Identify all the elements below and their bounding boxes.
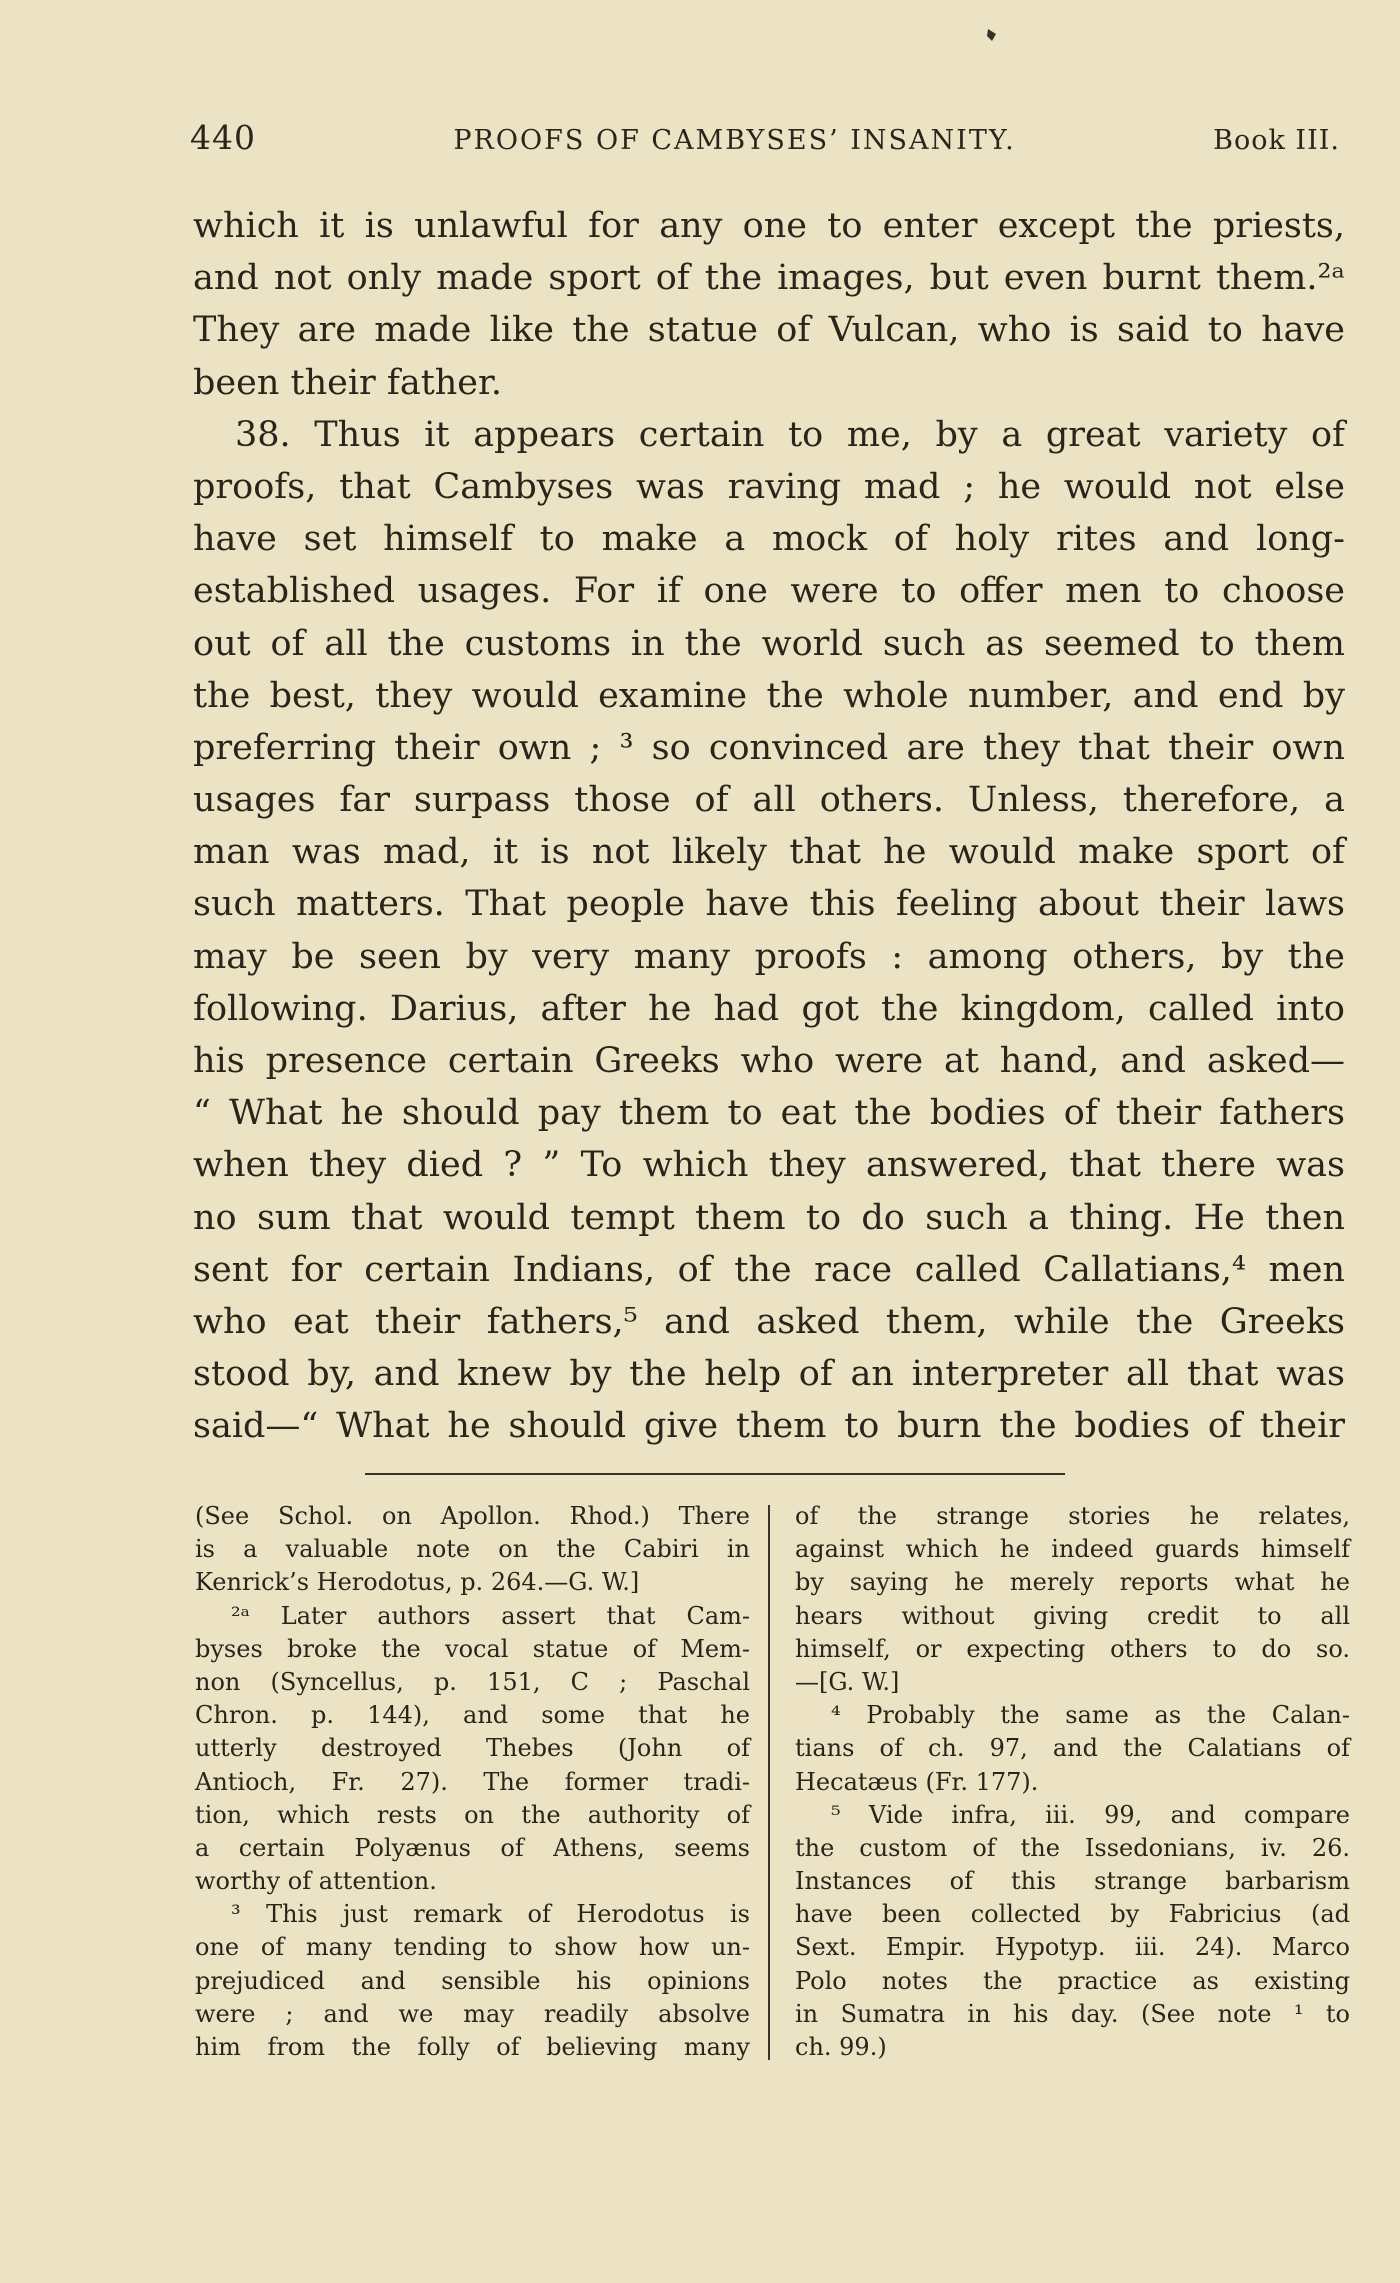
text-line: following. Darius, after he had got the kingdom, called into: [193, 988, 1345, 1029]
footnote-line: Sext. Empir. Hypotyp. iii. 24). Marco: [795, 1933, 1350, 1962]
footnote-line: Kenrick’s Herodotus, p. 264.—G. W.]: [195, 1568, 640, 1597]
footnote-line: of the strange stories he relates,: [795, 1502, 1350, 1530]
footnote-line: have been collected by Fabricius (ad: [795, 1900, 1350, 1929]
text-line: out of all the customs in the world such as seemed to them: [193, 623, 1345, 664]
text-line: stood by, and knew by the help of an interpreter all that was: [193, 1354, 1345, 1395]
text-line: such matters. That people have this feeling about their laws: [193, 884, 1345, 925]
text-line: said—“ What he should give them to burn the bodies of their: [193, 1406, 1345, 1447]
running-head: [190, 118, 1340, 157]
footnote-line: by saying he merely reports what he: [795, 1568, 1350, 1597]
text-line: sent for certain Indians, of the race called Callatians,⁴ men: [193, 1249, 1345, 1290]
text-line: They are made like the statue of Vulcan, who is said to have: [193, 310, 1345, 351]
footnote-line: tians of ch. 97, and the Calatians of: [795, 1734, 1350, 1763]
footnotes-right-column: [795, 1500, 1350, 2064]
footnote-line: Polo notes the practice as existing: [795, 1966, 1350, 1995]
footnote-line: himself, or expecting others to do so.: [795, 1634, 1350, 1663]
text-line: and not only made sport of the images, but even burnt them.²ᵃ: [193, 258, 1345, 299]
text-line: established usages. For if one were to offer men to choose: [193, 571, 1345, 612]
text-line: have set himself to make a mock of holy rites and long-: [193, 519, 1345, 560]
footnote-line: utterly destroyed Thebes (John of: [195, 1734, 750, 1763]
ink-speck-mark: [986, 28, 998, 42]
footnote-line: the custom of the Issedonians, iv. 26.: [795, 1833, 1350, 1862]
footnote-line: ⁵ Vide infra, iii. 99, and compare: [831, 1800, 1350, 1829]
footnote-line: is a valuable note on the Cabiri in: [195, 1535, 750, 1564]
footnote-line: byses broke the vocal statue of Mem-: [195, 1634, 750, 1663]
footnote-line: a certain Polyænus of Athens, seems: [195, 1833, 750, 1862]
footnote-line: hears without giving credit to all: [795, 1601, 1350, 1630]
text-line: who eat their fathers,⁵ and asked them, while the Greeks: [193, 1301, 1345, 1342]
footnote-line: one of many tending to show how un-: [195, 1933, 750, 1962]
footnote-line: in Sumatra in his day. (See note ¹ to: [795, 1999, 1350, 2028]
footnotes-left-column: [195, 1500, 750, 2064]
footnote-line: tion, which rests on the authority of: [195, 1800, 750, 1829]
footnote-line: ch. 99.): [795, 2033, 887, 2061]
text-line: may be seen by very many proofs : among others, by the: [193, 936, 1345, 977]
footnote-line: (See Schol. on Apollon. Rhod.) There: [195, 1502, 750, 1530]
footnote-line: against which he indeed guards himself: [795, 1535, 1350, 1564]
book-label: Book III.: [1213, 125, 1340, 156]
text-line: man was mad, it is not likely that he would make sport of: [193, 832, 1345, 873]
text-line: proofs, that Cambyses was raving mad ; he would not else: [193, 466, 1345, 507]
text-line: 38. Thus it appears certain to me, by a great variety of: [235, 414, 1345, 455]
footnote-line: Instances of this strange barbarism: [795, 1867, 1350, 1896]
footnote-line: ²ᵃ Later authors assert that Cam-: [231, 1601, 750, 1630]
text-line: “ What he should pay them to eat the bodies of their fathers: [193, 1093, 1345, 1134]
text-line: preferring their own ; ³ so convinced are they that their own: [193, 727, 1345, 768]
footnote-column-divider: [768, 1505, 770, 2060]
text-line: the best, they would examine the whole number, and end by: [193, 675, 1345, 716]
footnote-line: prejudiced and sensible his opinions: [195, 1966, 750, 1995]
footnote-rule: [365, 1473, 1065, 1475]
footnote-line: him from the folly of believing many: [195, 2033, 750, 2061]
text-line: no sum that would tempt them to do such a thing. He then: [193, 1197, 1345, 1238]
text-line: usages far surpass those of all others. Unless, therefore, a: [193, 780, 1345, 821]
text-line: his presence certain Greeks who were at hand, and asked—: [193, 1041, 1345, 1081]
footnote-line: ³ This just remark of Herodotus is: [231, 1900, 750, 1929]
footnote-line: Antioch, Fr. 27). The former tradi-: [195, 1767, 750, 1796]
footnote-line: Chron. p. 144), and some that he: [195, 1701, 750, 1730]
main-text: [193, 200, 1345, 1453]
footnote-line: Hecatæus (Fr. 177).: [795, 1767, 1039, 1796]
footnote-line: ⁴ Probably the same as the Calan-: [831, 1701, 1350, 1730]
text-line: which it is unlawful for any one to enter except the priests,: [193, 206, 1345, 246]
page-number: 440: [190, 118, 256, 157]
footnote-line: worthy of attention.: [195, 1867, 437, 1896]
text-line: been their father.: [193, 362, 503, 403]
running-title: PROOFS OF CAMBYSES’ INSANITY.: [453, 125, 1016, 156]
footnote-line: non (Syncellus, p. 151, C ; Paschal: [195, 1667, 750, 1696]
footnote-line: —[G. W.]: [795, 1667, 900, 1696]
footnote-line: were ; and we may readily absolve: [195, 1999, 750, 2028]
text-line: when they died ? ” To which they answered, that there was: [193, 1145, 1345, 1186]
